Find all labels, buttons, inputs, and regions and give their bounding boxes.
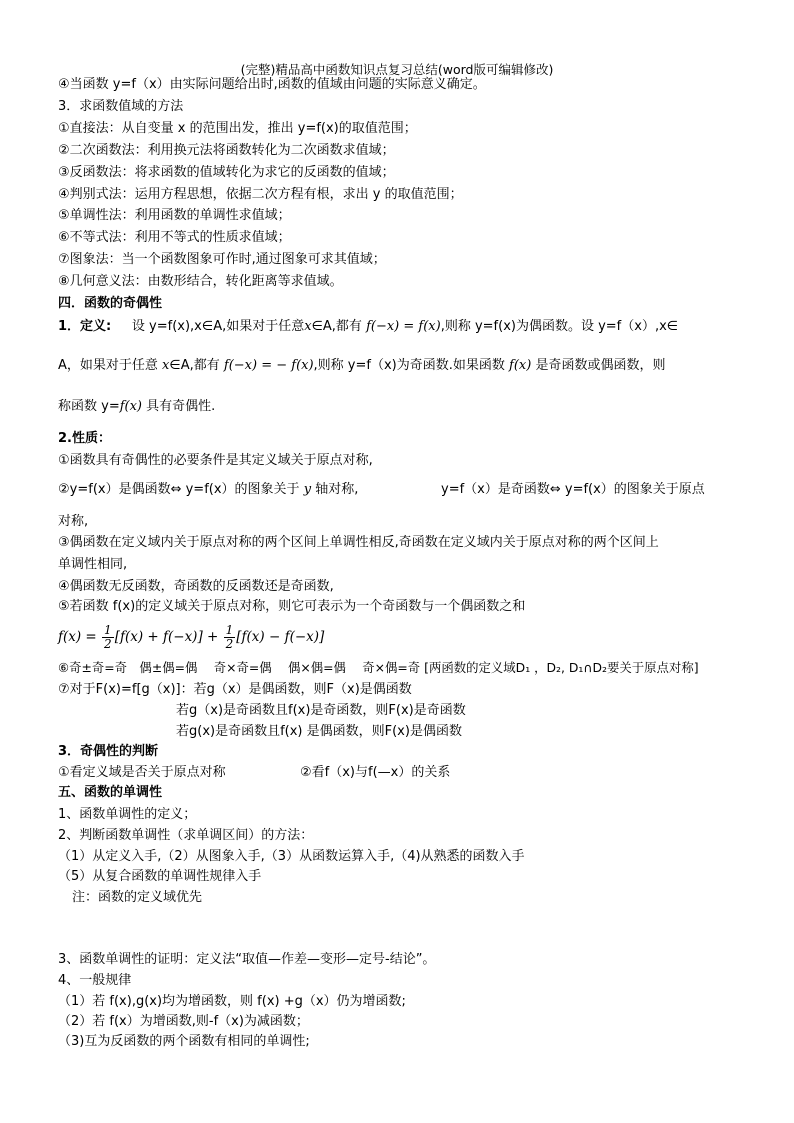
- fraction-denominator: 2: [104, 637, 112, 651]
- method-item: ⑥不等式法：利用不等式的性质求值域；: [58, 230, 291, 245]
- method-item: ③反函数法：将求函数的值域转化为求它的反函数的值域；: [58, 165, 395, 180]
- property-2-odd: y=f（x）是奇函数⇔ y=f(x）的图象关于原点: [441, 482, 705, 497]
- math-odd-condition: f(−x) = − f(x): [223, 358, 314, 373]
- prop-text: ②y=f(x）是偶函数⇔ y=f(x）的图象关于: [58, 482, 300, 497]
- math-x: x: [162, 358, 170, 373]
- def-text: 是奇函数或偶函数，则: [535, 358, 666, 373]
- rule-1: （1）若 f(x),g(x)均为增函数，则 f(x) +g（x）仍为增函数;: [58, 994, 406, 1009]
- page-header: (完整)精品高中函数知识点复习总结(word版可编辑修改): [240, 62, 554, 77]
- mono-item-3: 3、函数单调性的证明：定义法“取值—作差—变形—定号-结论”。: [58, 952, 436, 967]
- definition-label: 1．定义:: [58, 319, 112, 334]
- mono-item-2: 2、判断函数单调性（求单调区间）的方法：: [58, 828, 314, 843]
- rule-3: （3)互为反函数的两个函数有相同的单调性;: [58, 1034, 310, 1049]
- math-y: y: [303, 482, 312, 497]
- property-2-end: 对称,: [58, 514, 89, 529]
- formula-term-2: [f(x) − f(−x)]: [236, 629, 325, 645]
- mono-item-1: 1、函数单调性的定义；: [58, 807, 197, 822]
- fraction-numerator: 1: [104, 623, 112, 637]
- property-7: ⑦对于F(x)=f[g（x)]：若g（x）是偶函数，则F（x)是偶函数: [58, 682, 412, 697]
- property-3-cont: 单调性相同,: [58, 557, 128, 572]
- judge-step-1: ①看定义域是否关于原点对称: [58, 765, 226, 780]
- property-4: ④偶函数无反函数，奇函数的反函数还是奇函数,: [58, 579, 334, 594]
- rule-2: （2）若 f(x）为增函数,则-f（x)为减函数；: [58, 1014, 309, 1029]
- judge-title: 3．奇偶性的判断: [58, 744, 159, 759]
- fraction-half: [102, 624, 114, 651]
- decomposition-formula: [58, 622, 324, 652]
- property-2: [58, 481, 358, 499]
- section-4-title: 四．函数的奇偶性: [58, 296, 163, 311]
- property-6: ⑥奇±奇=奇 偶±偶=偶 奇×奇=偶 偶×偶=偶 奇×偶=奇 [两函数的定义域D₁ ，D₂, D₁∩D₂要关于原点对称]: [58, 660, 699, 675]
- method-item: ①直接法：从自变量 x 的范围出发，推出 y=f(x)的取值范围；: [58, 121, 417, 136]
- def-text: ,则称 y=f(x)为偶函数。设 y=f（x）,x∈: [440, 319, 679, 334]
- property-1: ①函数具有奇偶性的必要条件是其定义域关于原点对称,: [58, 453, 373, 468]
- def-text: ∈A,都有: [169, 358, 220, 373]
- range-point-4: ④当函数 y=f（x）由实际问题给出时,函数的值域由问题的实际意义确定。: [58, 77, 486, 92]
- def-text: 具有奇偶性.: [146, 399, 216, 414]
- method-item: ⑧几何意义法：由数形结合，转化距离等求值域。: [58, 274, 343, 289]
- fraction-half: [224, 624, 236, 651]
- def-text: 称函数 y=: [58, 399, 120, 414]
- definition-line-1: [58, 318, 678, 336]
- fraction-numerator: 1: [225, 623, 234, 637]
- property-3: ③偶函数在定义域内关于原点对称的两个区间上单调性相反,奇函数在定义域内关于原点对称的两个区间上: [58, 535, 659, 550]
- math-fx: f(x): [119, 399, 143, 414]
- section-3-title: 3．求函数值域的方法: [58, 99, 184, 114]
- definition-line-3: [58, 398, 215, 416]
- mono-method-5: （5）从复合函数的单调性规律入手: [58, 869, 262, 884]
- mono-method-list: （1）从定义入手,（2）从图象入手,（3）从函数运算入手,（4)从熟悉的函数入手: [58, 849, 525, 864]
- method-item: ④判别式法：运用方程思想，依据二次方程有根，求出 y 的取值范围；: [58, 187, 463, 202]
- method-item: ②二次函数法：利用换元法将函数转化为二次函数求值域；: [58, 143, 395, 158]
- math-even-condition: f(−x) = f(x): [366, 319, 441, 334]
- section-5-title: 五、函数的单调性: [58, 785, 163, 800]
- definition-line-2: [58, 357, 665, 375]
- property-7-case-2: 若g（x)是奇函数且f(x)是奇函数，则F(x)是奇函数: [176, 703, 466, 718]
- mono-note: 注：函数的定义域优先: [72, 890, 203, 905]
- fraction-denominator: 2: [225, 637, 234, 651]
- def-text: 设 y=f(x),x∈A,如果对于任意: [131, 319, 305, 334]
- prop-text: 轴对称,: [315, 482, 359, 497]
- method-item: ⑦图象法：当一个函数图象可作时,通过图象可求其值域；: [58, 252, 386, 267]
- property-5: ⑤若函数 f(x)的定义域关于原点对称，则它可表示为一个奇函数与一个偶函数之和: [58, 599, 526, 614]
- formula-term-1: [f(x) + f(−x)] +: [114, 629, 219, 645]
- method-item: ⑤单调性法：利用函数的单调性求值域；: [58, 208, 291, 223]
- judge-step-2: ②看f（x)与f(—x）的关系: [300, 765, 451, 780]
- properties-title: 2.性质：: [58, 431, 111, 446]
- def-text: ,则称 y=f（x)为奇函数.如果函数: [313, 358, 505, 373]
- math-x: x: [304, 319, 312, 334]
- property-7-case-3: 若g(x)是奇函数且f(x) 是偶函数，则F(x)是偶函数: [176, 724, 462, 739]
- formula-lhs: f(x) =: [58, 629, 97, 645]
- math-fx: f(x): [509, 358, 532, 373]
- def-text: A，如果对于任意: [58, 358, 158, 373]
- mono-item-4: 4、一般规律: [58, 973, 132, 988]
- def-text: ∈A,都有: [311, 319, 362, 334]
